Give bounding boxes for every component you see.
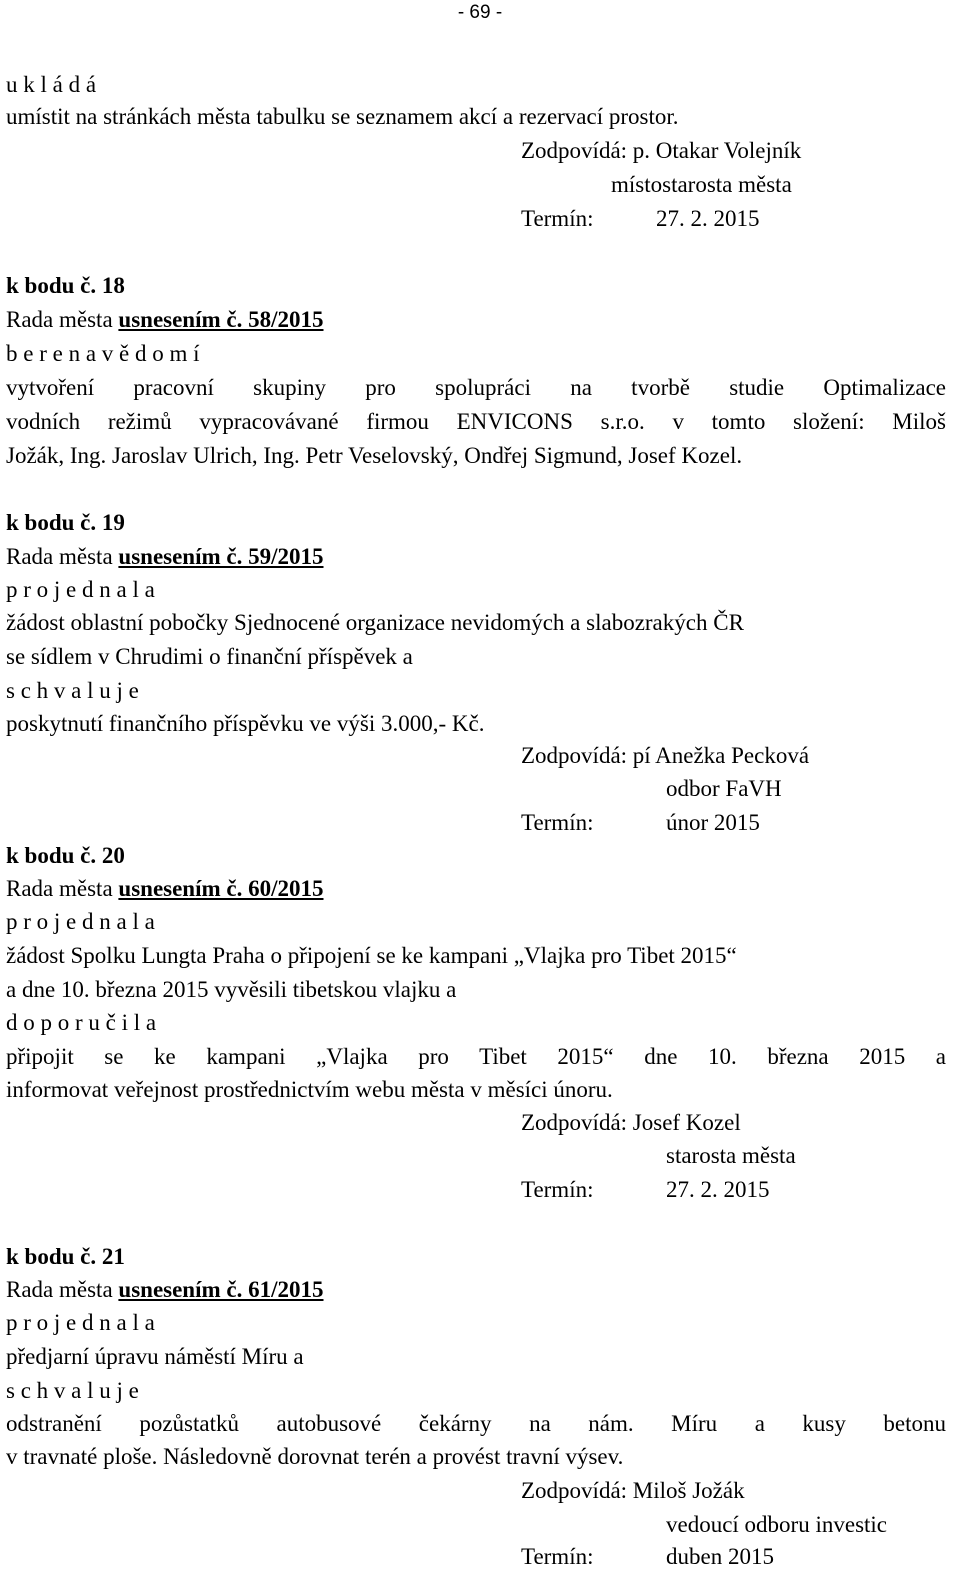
- item-heading-18: k bodu č. 18: [6, 273, 125, 298]
- deadline-label: Termín:: [521, 1544, 594, 1569]
- responsible-role: starosta města: [666, 1143, 796, 1168]
- responsible-person: Zodpovídá: pí Anežka Pecková: [521, 743, 810, 768]
- resolution-text: poskytnutí finančního příspěvku ve výši 3.000,- Kč.: [6, 711, 485, 736]
- verb-projednala: p r o j e d n a l a: [6, 909, 155, 934]
- resolution-text: a dne 10. března 2015 vyvěsili tibetskou vlajku a: [6, 977, 457, 1002]
- resolution-text: žádost oblastní pobočky Sjednocené organizace nevidomých a slabozrakých ČR: [6, 610, 744, 635]
- page-number: - 69 -: [457, 2, 503, 23]
- deadline-value: duben 2015: [666, 1544, 774, 1569]
- verb-doporucila: d o p o r u č i l a: [6, 1010, 157, 1035]
- responsible-person: Zodpovídá: Josef Kozel: [521, 1110, 741, 1135]
- deadline-value: 27. 2. 2015: [656, 206, 760, 231]
- resolution-text: v travnaté ploše. Následovně dorovnat terén a provést travní výsev.: [6, 1444, 624, 1469]
- responsible-role: vedoucí odboru investic: [666, 1512, 888, 1537]
- deadline-label: Termín:: [521, 206, 594, 231]
- resolution-number: usnesením č. 58/2015: [118, 307, 324, 332]
- verb-bere-na-vedomi: b e r e n a v ě d o m í: [6, 341, 200, 366]
- resolution-text: žádost Spolku Lungta Praha o připojení se ke kampani „Vlajka pro Tibet 2015“: [6, 943, 737, 968]
- resolution-reference-20: [6, 874, 324, 904]
- resolution-text: připojit se ke kampani „Vlajka pro Tibet 2015“ dne 10. března 2015 a: [6, 1044, 946, 1069]
- resolution-reference-19: [6, 542, 324, 572]
- resolution-text: Jožák, Ing. Jaroslav Ulrich, Ing. Petr Veselovský, Ondřej Sigmund, Josef Kozel.: [6, 443, 743, 468]
- council-label: Rada města: [6, 876, 119, 901]
- verb-projednala: p r o j e d n a l a: [6, 577, 155, 602]
- item-heading-21: k bodu č. 21: [6, 1244, 125, 1269]
- resolution-reference-18: [6, 305, 324, 335]
- verb-schvaluje: s c h v a l u j e: [6, 678, 139, 703]
- deadline-value: 27. 2. 2015: [666, 1177, 770, 1202]
- resolution-number: usnesením č. 60/2015: [118, 876, 324, 901]
- responsible-role: odbor FaVH: [666, 776, 782, 801]
- item-heading-20: k bodu č. 20: [6, 843, 125, 868]
- resolution-number: usnesením č. 61/2015: [118, 1277, 324, 1302]
- item-heading-19: k bodu č. 19: [6, 510, 125, 535]
- council-label: Rada města: [6, 544, 119, 569]
- responsible-person: Zodpovídá: p. Otakar Volejník: [521, 138, 802, 163]
- resolution-text: odstranění pozůstatků autobusové čekárny na nám. Míru a kusy betonu: [6, 1411, 946, 1436]
- verb-projednala: p r o j e d n a l a: [6, 1310, 155, 1335]
- verb-schvaluje: s c h v a l u j e: [6, 1378, 139, 1403]
- resolution-number: usnesením č. 59/2015: [118, 544, 324, 569]
- deadline-label: Termín:: [521, 1177, 594, 1202]
- resolution-text: předjarní úpravu náměstí Míru a: [6, 1344, 304, 1369]
- resolution-text: se sídlem v Chrudimi o finanční příspěvek a: [6, 644, 413, 669]
- deadline-label: Termín:: [521, 810, 594, 835]
- responsible-person: Zodpovídá: Miloš Jožák: [521, 1478, 745, 1503]
- resolution-reference-21: [6, 1275, 324, 1305]
- resolution-text: vytvoření pracovní skupiny pro spolupráci na tvorbě studie Optimalizace: [6, 375, 946, 400]
- verb-uklada: u k l á d á: [6, 72, 97, 97]
- deadline-value: únor 2015: [666, 810, 760, 835]
- responsible-role: místostarosta města: [611, 172, 792, 197]
- council-label: Rada města: [6, 307, 119, 332]
- council-label: Rada města: [6, 1277, 119, 1302]
- resolution-text: informovat veřejnost prostřednictvím webu města v měsíci únoru.: [6, 1077, 613, 1102]
- resolution-text: vodních režimů vypracovávané firmou ENVICONS s.r.o. v tomto složení: Miloš: [6, 409, 946, 434]
- resolution-text: umístit na stránkách města tabulku se seznamem akcí a rezervací prostor.: [6, 104, 679, 129]
